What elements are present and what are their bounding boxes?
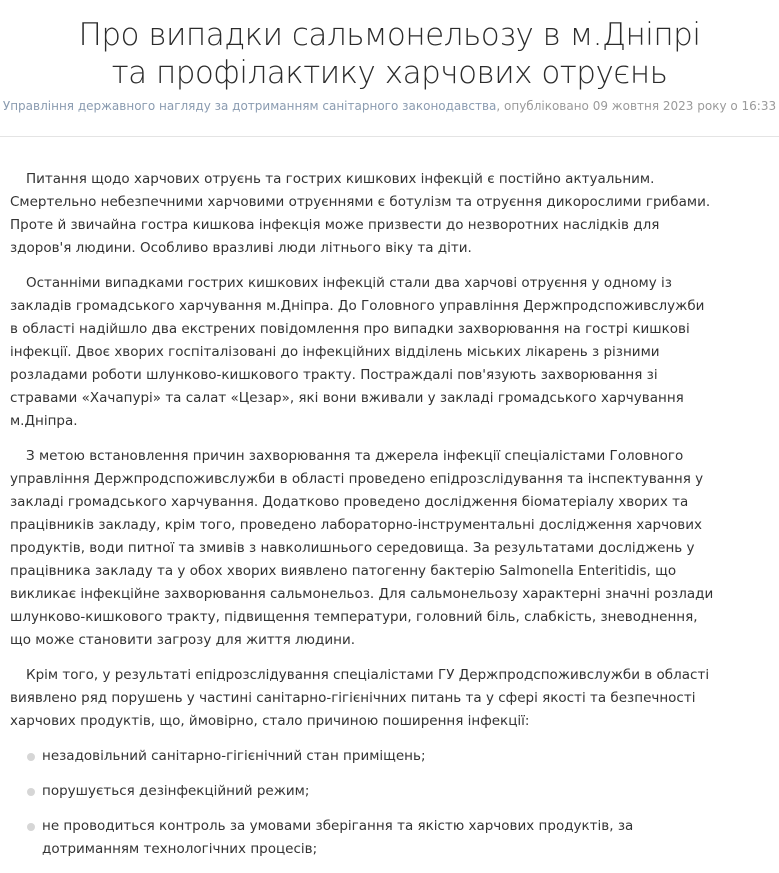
paragraph: Крім того, у результаті епідрозслідування спеціалістами ГУ Держпродспоживслужби в області виявлено ряд порушень у частині санітарно-гігієнічних питань та у сфері якості та безпечності харчових продуктів, що, ймовірно, стало причиною поширення інфекції: [10, 667, 710, 729]
published-date: , опубліковано 09 жовтня 2023 року о 16:33 [496, 99, 777, 113]
bullet-dot-icon [27, 823, 35, 831]
article-meta [0, 98, 779, 114]
page-title: Про випадки сальмонельозу в м.Дніпрі та профілактику харчових отруєнь [78, 17, 701, 91]
article-header [0, 0, 779, 114]
violations-list [10, 745, 715, 861]
paragraph: Питання щодо харчових отруєнь та гострих кишкових інфекцій є постійно актуальним. Смертельно небезпечними харчовими отруєннями є ботулізм та отруєння дикорослими грибами. Проте й звичайна гостра кишкова інфекція може призвести до незворотних наслідків для здоров'я людини. Особливо вразливі люди літнього віку та діти. [10, 171, 711, 256]
list-item-text: не проводиться контроль за умовами зберігання та якістю харчових продуктів, за дотриманням технологічних процесів; [42, 818, 634, 857]
header-divider [0, 136, 779, 137]
paragraph: Останніми випадками гострих кишкових інфекцій стали два харчові отруєння у одному із закладів громадського харчування м.Дніпра. До Головного управління Держпродспоживслужби в області надійшло два екстрених повідомлення про випадки захворювання на гострі кишкові інфекції. Двоє хворих госпіталізовані до інфекційних відділень міських лікарень з різними розладами роботи шлунково-кишкового тракту. Постраждалі пов'язують захворювання зі стравами «Хачапурі» та салат «Цезар», які вони вживали у закладі громадського харчування м.Дніпра. [10, 275, 705, 429]
list-item [10, 815, 715, 861]
article-body [10, 168, 715, 873]
list-item [10, 745, 715, 768]
paragraph: З метою встановлення причин захворювання та джерела інфекції спеціалістами Головного управління Держпродспоживслужби в області проведено епідрозслідування та інспектування у закладі громадського харчування. Додатково проведено дослідження біоматеріалу хворих та працівників закладу, крім того, проведено лабораторно-інструментальні дослідження харчових продуктів, води питної та змивів з навколишнього середовища. За результатами досліджень у працівника закладу та у обох хворих виявлено патогенну бактерію Salmonella Enteritidis, що викликає інфекційне захворювання сальмонельоз. Для сальмонельозу характерні значні розлади шлунково-кишкового тракту, підвищення температури, головний біль, слабкість, зневоднення, що може становити загрозу для життя людини. [10, 448, 714, 648]
list-item [10, 780, 715, 803]
list-item-text: порушується дезінфекційний режим; [42, 783, 310, 799]
organization-link[interactable]: Управління державного нагляду за дотриманням санітарного законодавства [2, 99, 497, 113]
list-item-text: незадовільний санітарно-гігієнічний стан приміщень; [42, 748, 426, 764]
bullet-dot-icon [27, 753, 35, 761]
